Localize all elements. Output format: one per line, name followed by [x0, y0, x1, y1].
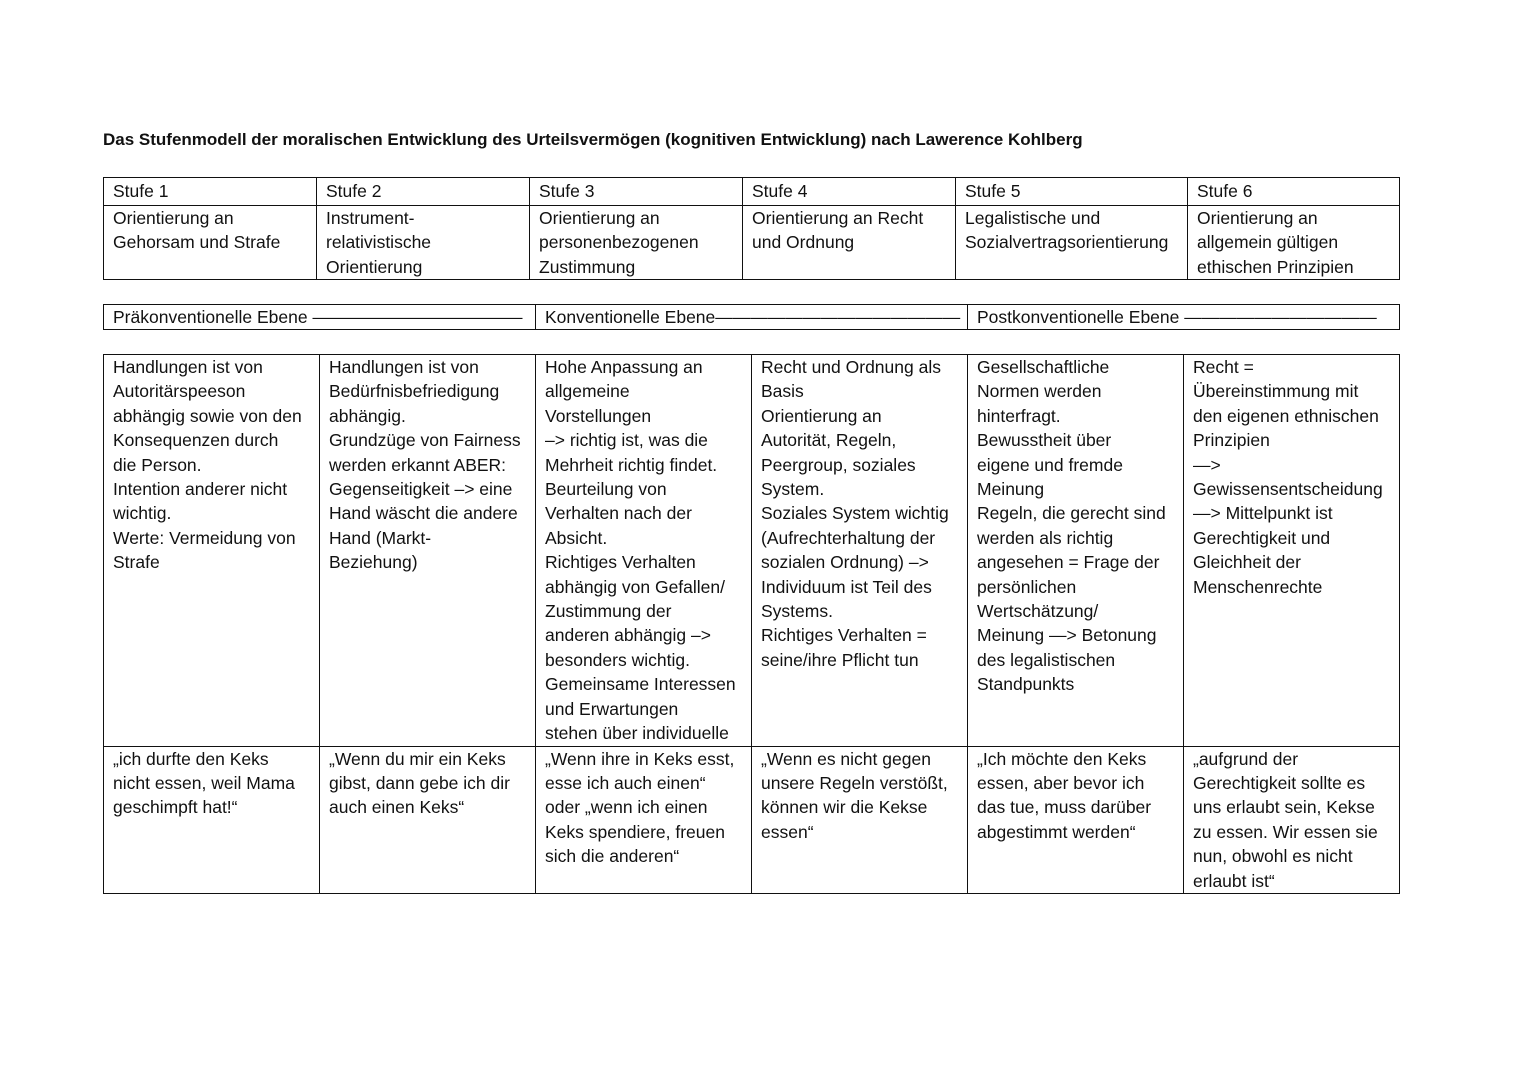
levels-row: [104, 305, 1400, 330]
stage-orientation: Legalistische und Sozialvertragsorientierung: [956, 206, 1188, 280]
stage-description: Gesellschaftliche Normen werden hinterfragt. Bewusstheit über eigene und fremde Meinung Regeln, die gerecht sind werden als richtig angesehen = Frage der persönlichen Wertschätzung/ Meinung —> Betonung des legalistischen Standpunkts: [968, 355, 1184, 747]
level-conventional: Konventionelle Ebene——————————————: [536, 305, 968, 330]
page-title: Das Stufenmodell der moralischen Entwicklung des Urteilsvermögen (kognitiven Entwicklung) nach Lawerence Kohlberg: [103, 130, 1083, 149]
levels-table: [103, 304, 1400, 330]
stages-table: [103, 177, 1400, 280]
stage-description: Handlungen ist von Bedürfnisbefriedigung abhängig. Grundzüge von Fairness werden erkannt ABER: Gegenseitigkeit –> eine Hand wäscht die andere Hand (Markt- Beziehung): [320, 355, 536, 747]
stage-example: „aufgrund der Gerechtigkeit sollte es uns erlaubt sein, Kekse zu essen. Wir essen sie nun, obwohl es nicht erlaubt ist“: [1184, 746, 1400, 893]
stages-orientation-row: [104, 206, 1400, 280]
stage-example: „Wenn du mir ein Keks gibst, dann gebe ich dir auch einen Keks“: [320, 746, 536, 893]
examples-row: [104, 746, 1400, 893]
descriptions-row: [104, 355, 1400, 747]
stage-description: Handlungen ist von Autoritärspeeson abhängig sowie von den Konsequenzen durch die Person. Intention anderer nicht wichtig. Werte: Vermeidung von Strafe: [104, 355, 320, 747]
stage-example: „Wenn es nicht gegen unsere Regeln verstößt, können wir die Kekse essen“: [752, 746, 968, 893]
stage-description: Hohe Anpassung an allgemeine Vorstellungen –> richtig ist, was die Mehrheit richtig findet. Beurteilung von Verhalten nach der Absicht. Richtiges Verhalten abhängig von Gefallen/ Zustimmung der anderen abhängig –> besonders wichtig. Gemeinsame Interessen und Erwartungen stehen über individuelle: [536, 355, 752, 747]
details-table: [103, 354, 1400, 894]
level-postconventional: Postkonventionelle Ebene ———————————: [968, 305, 1400, 330]
stage-name: Stufe 6: [1188, 178, 1400, 206]
stages-header-row: [104, 178, 1400, 206]
stage-name: Stufe 2: [317, 178, 530, 206]
stage-example: „Ich möchte den Keks essen, aber bevor ich das tue, muss darüber abgestimmt werden“: [968, 746, 1184, 893]
stage-name: Stufe 3: [530, 178, 743, 206]
stage-orientation: Orientierung an personenbezogenen Zustimmung: [530, 206, 743, 280]
stage-description: Recht und Ordnung als Basis Orientierung an Autorität, Regeln, Peergroup, soziales System. Soziales System wichtig (Aufrechterhaltung der sozialen Ordnung) –> Individuum ist Teil des Systems. Richtiges Verhalten = seine/ihre Pflicht tun: [752, 355, 968, 747]
stage-orientation: Orientierung an Recht und Ordnung: [743, 206, 956, 280]
stage-orientation: Orientierung an allgemein gültigen ethischen Prinzipien: [1188, 206, 1400, 280]
stage-orientation: Instrument- relativistische Orientierung: [317, 206, 530, 280]
stage-name: Stufe 1: [104, 178, 317, 206]
level-preconventional: Präkonventionelle Ebene ————————————: [104, 305, 536, 330]
stage-example: „Wenn ihre in Keks esst, esse ich auch einen“ oder „wenn ich einen Keks spendiere, freuen sich die anderen“: [536, 746, 752, 893]
stage-orientation: Orientierung an Gehorsam und Strafe: [104, 206, 317, 280]
stage-name: Stufe 4: [743, 178, 956, 206]
stage-description: Recht = Übereinstimmung mit den eigenen ethnischen Prinzipien —> Gewissensentscheidung —> Mittelpunkt ist Gerechtigkeit und Gleichheit der Menschenrechte: [1184, 355, 1400, 747]
stage-name: Stufe 5: [956, 178, 1188, 206]
stage-example: „ich durfte den Keks nicht essen, weil Mama geschimpft hat!“: [104, 746, 320, 893]
